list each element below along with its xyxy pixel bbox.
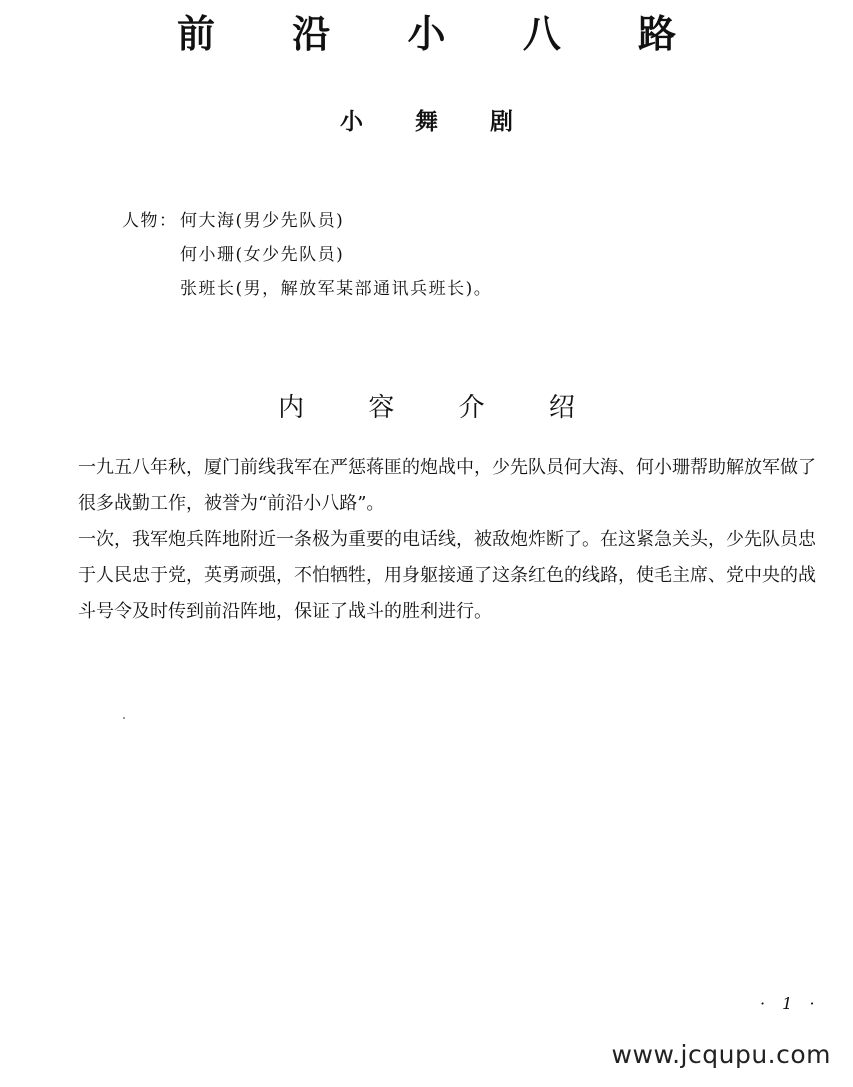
character-row <box>122 204 492 238</box>
synopsis-paragraph: 一九五八年秋，厦门前线我军在严惩蒋匪的炮战中，少先队员何大海、何小珊帮助解放军做了很多战勤工作，被誉为“前沿小八路”。 <box>78 457 816 514</box>
characters-label-spacer <box>122 238 180 272</box>
character-row <box>122 272 492 306</box>
synopsis-paragraph: 一次，我军炮兵阵地附近一条极为重要的电话线，被敌炮炸断了。在这紧急关头，少先队员忠于人民忠于党，英勇顽强，不怕牺牲，用身躯接通了这条红色的线路，使毛主席、党中央的战斗号令及时传到前沿阵地，保证了战斗的胜利进行。 <box>78 529 816 622</box>
character-entry: 何小珊(女少先队员) <box>180 245 345 265</box>
character-list <box>122 204 492 306</box>
character-entry: 何大海(男少先队员) <box>180 211 345 231</box>
character-row <box>122 238 492 272</box>
characters-label: 人物： <box>122 211 178 231</box>
characters-label-spacer <box>122 272 180 306</box>
page-title: 前 沿 小 八 路 <box>177 12 708 56</box>
site-watermark: www.jcqupu.com <box>611 1040 831 1069</box>
section-title: 内 容 介 绍 <box>278 393 603 423</box>
page-subtitle: 小 舞 剧 <box>339 109 535 135</box>
character-entry: 张班长(男，解放军某部通讯兵班长)。 <box>180 279 493 299</box>
scan-speck <box>123 717 125 719</box>
synopsis-text <box>78 450 826 630</box>
page-number: · 1 · <box>760 994 821 1013</box>
